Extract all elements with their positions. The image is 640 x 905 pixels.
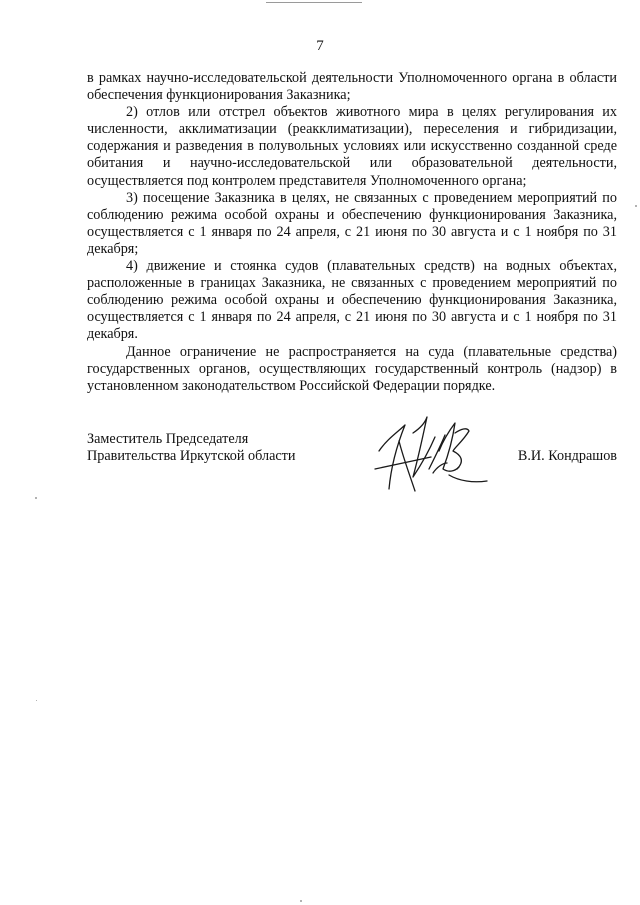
- signer-title-line-2: Правительства Иркутской области: [87, 448, 296, 465]
- page-number: 7: [316, 38, 324, 54]
- signer-title-line-1: Заместитель Председателя: [87, 431, 249, 447]
- paragraph-item-3: 3) посещение Заказника в целях, не связанных с проведением мероприятий по соблюдению режима особой охраны и обеспечению функционирования Заказника, осуществляется с 1 января по 24 апреля, с 21 июня по 30 августа и с 1 ноября по 31 декабря;: [87, 189, 617, 257]
- scan-speck: [300, 900, 302, 902]
- paragraph-exception-note: Данное ограничение не распространяется на суда (плавательные средства) государственных органов, осуществляющих государственный контроль (надзор) в установленном законодательством Российской Федерации порядке.: [87, 343, 617, 394]
- paragraph-continuation: в рамках научно-исследовательской деятельности Уполномоченного органа в области обеспечения функционирования Заказника;: [87, 70, 617, 104]
- scan-speck: [35, 497, 37, 499]
- top-rule: [266, 2, 362, 3]
- scan-speck: [635, 205, 637, 207]
- scan-speck: [36, 700, 37, 701]
- signature-block: [87, 431, 617, 501]
- paragraph-item-4: 4) движение и стоянка судов (плавательных средств) на водных объектах, расположенные в границах Заказника, не связанных с проведением мероприятий по соблюдению режима особой охраны и обеспечению функционирования Заказника, осуществляется с 1 января по 24 апреля, с 21 июня по 30 августа и с 1 ноября по 31 декабря.: [87, 258, 617, 343]
- signer-name: В.И. Кондрашов: [517, 448, 617, 465]
- document-body: [87, 70, 617, 395]
- handwritten-signature: [369, 411, 489, 501]
- paragraph-item-2: 2) отлов или отстрел объектов животного мира в целях регулирования их численности, акклиматизации (реакклиматизации), переселения и гибридизации, содержания и разведения в полувольных условиях или искусственно созданной среде обитания и научно-исследовательской или образовательной деятельности, осуществляется под контролем представителя Уполномоченного органа;: [87, 104, 617, 189]
- signer-title: [87, 431, 295, 466]
